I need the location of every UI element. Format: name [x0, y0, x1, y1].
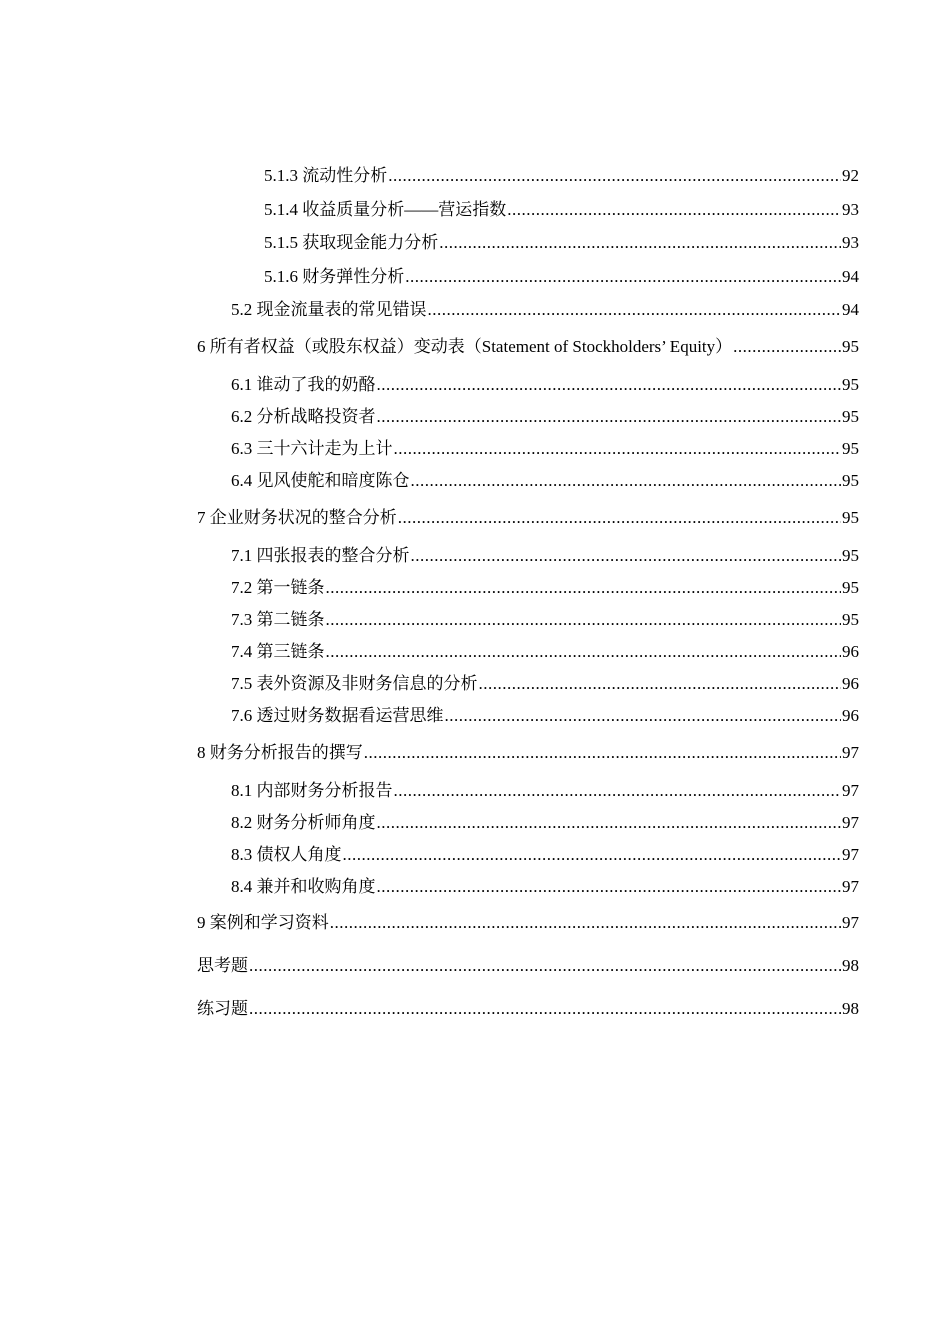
toc-entry[interactable] — [231, 877, 859, 897]
toc-entry-label: 9 案例和学习资料 — [197, 913, 329, 932]
toc-entry[interactable] — [231, 375, 859, 395]
toc-entry-label: 5.1.6 财务弹性分析 — [264, 267, 405, 286]
toc-page-number: 97 — [842, 877, 859, 896]
toc-entry[interactable] — [231, 706, 859, 726]
toc-entry[interactable] — [231, 781, 859, 801]
toc-entry[interactable] — [231, 845, 859, 865]
toc-entry[interactable] — [231, 471, 859, 491]
toc-leader-dots — [733, 337, 841, 357]
toc-entry-label: 6.2 分析战略投资者 — [231, 407, 376, 426]
toc-entry-label: 8 财务分析报告的撰写 — [197, 743, 363, 762]
toc-entry[interactable] — [231, 439, 859, 459]
toc-entry-label: 6 所有者权益（或股东权益）变动表（Statement of Stockholders’ Equity） — [197, 337, 733, 356]
toc-entry[interactable] — [197, 337, 859, 357]
toc-leader-dots — [428, 300, 842, 320]
toc-entry-label: 8.1 内部财务分析报告 — [231, 781, 393, 800]
toc-page-number: 96 — [842, 642, 859, 661]
toc-leader-dots — [394, 439, 842, 459]
toc-entry-label: 思考题 — [197, 956, 248, 975]
toc-entry-label: 6.3 三十六计走为上计 — [231, 439, 393, 458]
toc-entry-label: 5.1.4 收益质量分析——营运指数 — [264, 200, 507, 219]
toc-leader-dots — [377, 407, 842, 427]
toc-page-number: 95 — [842, 546, 859, 565]
toc-entry-label: 7.5 表外资源及非财务信息的分析 — [231, 674, 478, 693]
toc-page-number: 98 — [842, 999, 859, 1018]
toc-entry[interactable] — [264, 233, 859, 253]
toc-page-number: 97 — [842, 781, 859, 800]
toc-leader-dots — [377, 375, 842, 395]
toc-entry-label: 7.2 第一链条 — [231, 578, 325, 597]
toc-leader-dots — [411, 471, 842, 491]
toc-leader-dots — [377, 877, 842, 897]
toc-page-number: 95 — [842, 337, 859, 356]
toc-page-number: 95 — [842, 407, 859, 426]
toc-leader-dots — [364, 743, 841, 763]
toc-leader-dots — [249, 956, 841, 976]
toc-entry-label: 7.3 第二链条 — [231, 610, 325, 629]
toc-leader-dots — [411, 546, 842, 566]
toc-page-number: 95 — [842, 375, 859, 394]
toc-leader-dots — [343, 845, 842, 865]
toc-leader-dots — [507, 200, 841, 220]
toc-entry[interactable] — [197, 508, 859, 528]
toc-entry[interactable] — [197, 913, 859, 933]
toc-page-number: 95 — [842, 578, 859, 597]
toc-entry-label: 8.3 债权人角度 — [231, 845, 342, 864]
toc-leader-dots — [439, 233, 841, 253]
toc-page-number: 94 — [842, 267, 859, 286]
toc-leader-dots — [445, 706, 842, 726]
toc-leader-dots — [326, 642, 842, 662]
toc-leader-dots — [330, 913, 841, 933]
toc-entry[interactable] — [231, 674, 859, 694]
toc-entry[interactable] — [197, 999, 859, 1019]
toc-page-number: 96 — [842, 674, 859, 693]
toc-page-number: 95 — [842, 508, 859, 527]
toc-entry-label: 5.2 现金流量表的常见错误 — [231, 300, 427, 319]
toc-entry-label: 5.1.5 获取现金能力分析 — [264, 233, 439, 252]
toc-leader-dots — [479, 674, 842, 694]
toc-page-number: 92 — [842, 166, 859, 185]
toc-entry[interactable] — [264, 166, 859, 186]
toc-page-number: 97 — [842, 913, 859, 932]
toc-entry-label: 7.4 第三链条 — [231, 642, 325, 661]
toc-entry[interactable] — [231, 300, 859, 320]
toc-entry[interactable] — [231, 642, 859, 662]
toc-leader-dots — [388, 166, 841, 186]
toc-leader-dots — [326, 610, 842, 630]
toc-leader-dots — [405, 267, 841, 287]
toc-entry-label: 6.1 谁动了我的奶酪 — [231, 375, 376, 394]
toc-leader-dots — [398, 508, 841, 528]
toc-page-number: 96 — [842, 706, 859, 725]
toc-page-number: 98 — [842, 956, 859, 975]
toc-entry[interactable] — [231, 813, 859, 833]
toc-page-number: 95 — [842, 471, 859, 490]
toc-page-number: 97 — [842, 845, 859, 864]
toc-entry[interactable] — [231, 578, 859, 598]
toc-entry-label: 7.1 四张报表的整合分析 — [231, 546, 410, 565]
toc-page-number: 93 — [842, 200, 859, 219]
toc-entry-label: 7.6 透过财务数据看运营思维 — [231, 706, 444, 725]
toc-page-number: 95 — [842, 439, 859, 458]
toc-leader-dots — [326, 578, 842, 598]
toc-page-number: 93 — [842, 233, 859, 252]
toc-entry[interactable] — [231, 610, 859, 630]
toc-entry-label: 8.2 财务分析师角度 — [231, 813, 376, 832]
toc-entry-label: 练习题 — [197, 999, 248, 1018]
toc-entry[interactable] — [264, 200, 859, 220]
toc-entry[interactable] — [197, 956, 859, 976]
toc-entry[interactable] — [231, 407, 859, 427]
toc-leader-dots — [394, 781, 842, 801]
toc-page-number: 97 — [842, 743, 859, 762]
toc-entry[interactable] — [197, 743, 859, 763]
toc-entry[interactable] — [231, 546, 859, 566]
toc-entry-label: 5.1.3 流动性分析 — [264, 166, 388, 185]
toc-page-number: 95 — [842, 610, 859, 629]
toc-entry[interactable] — [264, 267, 859, 287]
toc-page-number: 94 — [842, 300, 859, 319]
toc-leader-dots — [249, 999, 841, 1019]
toc-leader-dots — [377, 813, 842, 833]
toc-entry-label: 8.4 兼并和收购角度 — [231, 877, 376, 896]
toc-page-number: 97 — [842, 813, 859, 832]
toc-entry-label: 7 企业财务状况的整合分析 — [197, 508, 397, 527]
toc-entry-label: 6.4 见风使舵和暗度陈仓 — [231, 471, 410, 490]
